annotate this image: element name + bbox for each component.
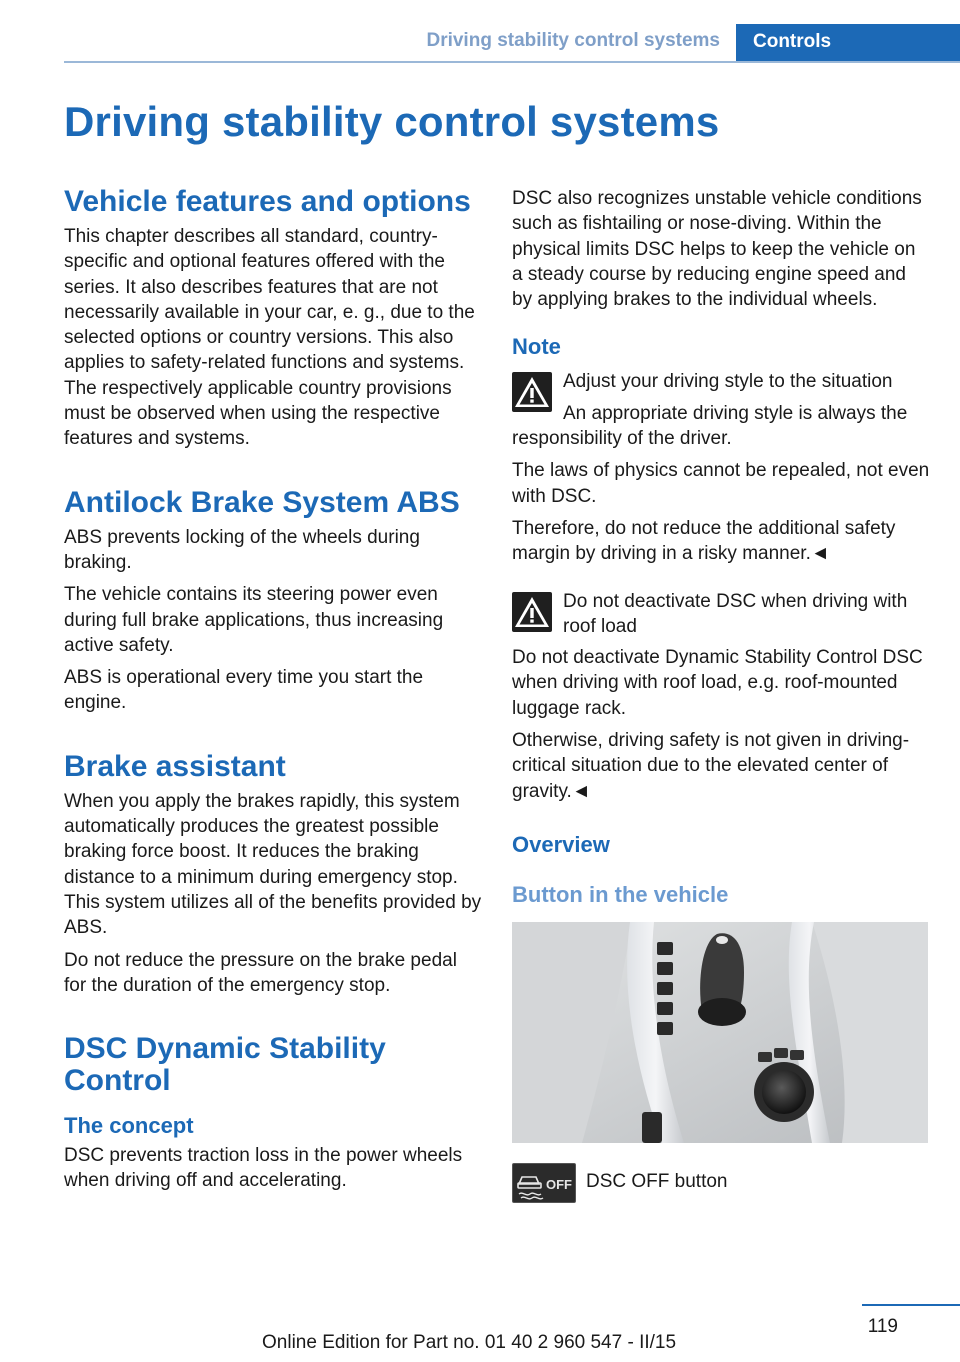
warning-driving-style xyxy=(512,369,930,566)
brake-assistant-paragraph-2: Do not reduce the pressure on the brake pedal for the duration of the emergency stop. xyxy=(64,949,457,996)
abs-paragraph-2: The vehicle contains its steering power even during full brake applications, thus increasing active safety. xyxy=(64,584,444,656)
right-column xyxy=(512,186,930,1201)
abs-paragraph-1: ABS prevents locking of the wheels during braking. xyxy=(64,526,420,573)
warning-roof-load-title: Do not deactivate DSC when driving with roof load xyxy=(563,590,908,637)
warning-triangle-icon xyxy=(512,592,552,632)
dsc-off-icon xyxy=(512,1163,576,1203)
left-column xyxy=(64,186,482,1201)
warning-triangle-icon xyxy=(512,372,552,412)
warning-driving-style-line-3: Therefore, do not reduce the additional safety margin by driving in a risky manner.◄ xyxy=(512,517,896,565)
header-rule xyxy=(64,61,960,63)
warning-driving-style-title: Adjust your driving style to the situation xyxy=(563,371,893,393)
brake-assistant-paragraph-1: When you apply the brakes rapidly, this system automatically produces the greatest possible braking force boost. It reduces the braking distance to a minimum during emergency stop. This system utilizes all of the benefits provided by ABS. xyxy=(64,790,482,939)
dsc-off-row xyxy=(512,1163,930,1194)
dsc-off-button-label: DSC OFF button xyxy=(586,1170,728,1192)
vehicle-features-heading: Vehicle features and options xyxy=(64,185,471,218)
dsc-concept-text-2: DSC also recognizes unstable vehicle conditions such as fishtailing or nose-diving. Within the physical limits DSC helps to keep the vehicle on a steady course by reducing engine speed and by applying brakes to the individual wheels. xyxy=(512,188,922,311)
running-header-tab: Controls xyxy=(736,24,960,62)
warning-roof-load-line-1: Do not deactivate Dynamic Stability Control DSC when driving with roof load, e.g. roof-mounted luggage rack. xyxy=(512,647,923,719)
brake-assistant-heading: Brake assistant xyxy=(64,749,286,783)
footer-rule xyxy=(862,1304,960,1306)
dsc-concept-text: DSC prevents traction loss in the power wheels when driving off and accelerating. xyxy=(64,1145,463,1192)
button-in-vehicle-heading: Button in the vehicle xyxy=(512,881,729,907)
center-console-photo xyxy=(512,922,928,1143)
warning-roof-load xyxy=(512,589,930,804)
note-heading: Note xyxy=(512,334,561,360)
dsc-concept-heading: The concept xyxy=(64,1113,194,1139)
vehicle-features-text: This chapter describes all standard, country-specific and optional features offered with the series. It also describes features that are not necessarily available in your car, e. g., due to the selected options or country versions. This also applies to safety-related functions and systems. The respectively applicable country provisions must be observed when using the respective features and systems. xyxy=(64,226,475,450)
dsc-heading: DSC Dynamic Stability Control xyxy=(64,1032,386,1098)
overview-heading: Overview xyxy=(512,831,610,857)
warning-roof-load-line-2: Otherwise, driving safety is not given in driving-critical situation due to the elevated center of gravity.◄ xyxy=(512,730,910,802)
abs-paragraph-3: ABS is operational every time you start the engine. xyxy=(64,667,424,714)
warning-driving-style-line-1: An appropriate driving style is always the responsibility of the driver. xyxy=(512,402,908,450)
edition-footer: Online Edition for Part no. 01 40 2 960 547 - II/15 xyxy=(262,1332,677,1353)
abs-heading: Antilock Brake System ABS xyxy=(64,485,460,519)
running-header-section: Driving stability control systems xyxy=(426,30,720,51)
page-number: 119 xyxy=(867,1316,898,1337)
warning-driving-style-line-2: The laws of physics cannot be repealed, not even with DSC. xyxy=(512,460,930,507)
dsc-off-icon-text: OFF xyxy=(546,1176,572,1192)
page-title: Driving stability control systems xyxy=(64,98,720,145)
